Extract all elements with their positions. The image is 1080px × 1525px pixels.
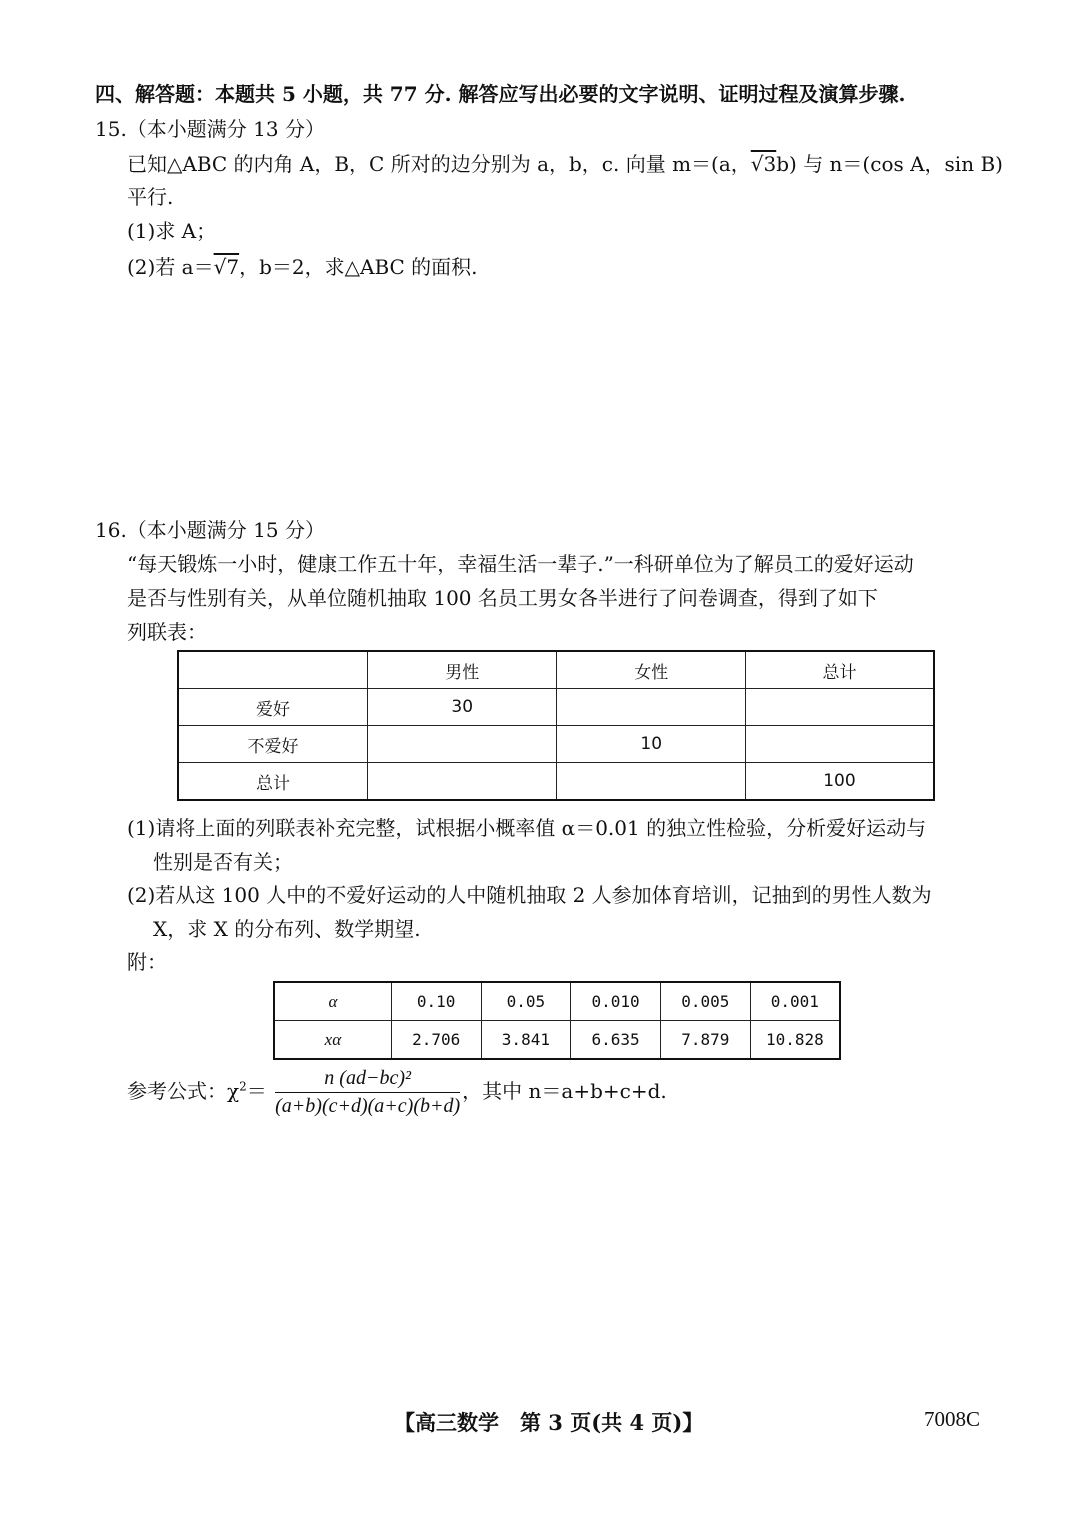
- table-cell: 女性: [557, 651, 745, 689]
- table-cell: [557, 763, 745, 801]
- table-cell: 10: [557, 726, 745, 763]
- table-row: [178, 763, 934, 801]
- page-footer: 【高三数学 第 3 页(共 4 页)】: [394, 1410, 704, 1435]
- appendix-label: 附：: [127, 950, 167, 974]
- table-row: [178, 689, 934, 726]
- exam-code: 7008C: [924, 1407, 981, 1431]
- table-cell: 0.005: [660, 982, 750, 1021]
- sqrt3-term: √3: [750, 152, 777, 176]
- formula-numerator: n (ad−bc)²: [275, 1067, 460, 1093]
- table-cell: 30: [367, 689, 556, 726]
- table-cell: 0.010: [571, 982, 661, 1021]
- formula-fraction: [275, 1067, 460, 1118]
- q16-part2-line1: (2)若从这 100 人中的不爱好运动的人中随机抽取 2 人参加体育培训，记抽到的男性人数为: [127, 883, 932, 907]
- table-cell: [557, 689, 745, 726]
- formula-suffix: ，其中 n＝a+b+c+d.: [462, 1079, 667, 1103]
- q15-part2-a: (2)若 a＝: [127, 255, 214, 279]
- chi-square-critical-table: [273, 981, 841, 1060]
- reference-formula: [127, 1067, 667, 1118]
- table-cell: [745, 689, 934, 726]
- formula-sup: 2: [239, 1079, 247, 1094]
- formula-denominator: (a+b)(c+d)(a+c)(b+d): [275, 1095, 461, 1117]
- q16-part1-line2: 性别是否有关；: [153, 850, 293, 874]
- table-row: [274, 982, 840, 1021]
- q16-title: 16.（本小题满分 15 分）: [95, 518, 325, 542]
- table-cell: 2.706: [391, 1021, 481, 1060]
- table-cell: 0.001: [750, 982, 840, 1021]
- formula-eq: ＝: [246, 1079, 267, 1103]
- q15-stem: [127, 150, 1003, 178]
- table-cell: 男性: [367, 651, 556, 689]
- q16-stem-line2: 是否与性别有关，从单位随机抽取 100 名员工男女各半进行了问卷调查，得到了如下: [127, 586, 878, 610]
- table-cell: 总计: [178, 763, 367, 801]
- table-cell: 总计: [745, 651, 934, 689]
- sqrt7-term: √7: [213, 255, 240, 279]
- q15-stem-part-b: b) 与 n＝(cos A，sin B): [776, 152, 1003, 176]
- formula-prefix: 参考公式：χ: [127, 1079, 240, 1103]
- table-cell: [367, 763, 556, 801]
- table-cell: 爱好: [178, 689, 367, 726]
- q16-part2-line2: X，求 X 的分布列、数学期望.: [153, 917, 421, 941]
- q15-part1: (1)求 A；: [127, 219, 217, 243]
- q15-stem-cont: 平行.: [127, 185, 174, 209]
- table-cell: 0.05: [481, 982, 571, 1021]
- q16-part1-line1: (1)请将上面的列联表补充完整，试根据小概率值 α＝0.01 的独立性检验，分析爱好运动与: [127, 816, 927, 840]
- section-heading: 四、解答题：本题共 5 小题，共 77 分. 解答应写出必要的文字说明、证明过程及演算步骤.: [95, 82, 906, 106]
- table-cell: 6.635: [571, 1021, 661, 1060]
- table-cell: 3.841: [481, 1021, 571, 1060]
- table-cell: 10.828: [750, 1021, 840, 1060]
- table-cell: 不爱好: [178, 726, 367, 763]
- q15-title: 15.（本小题满分 13 分）: [95, 117, 325, 141]
- table-cell: α: [274, 982, 391, 1021]
- q16-stem-line3: 列联表：: [127, 620, 207, 644]
- table-cell: 7.879: [660, 1021, 750, 1060]
- table-cell: [178, 651, 367, 689]
- table-cell: 100: [745, 763, 934, 801]
- q15-part2-b: ，b＝2，求△ABC 的面积.: [239, 255, 478, 279]
- table-cell: xα: [274, 1021, 391, 1060]
- table-row: [178, 726, 934, 763]
- contingency-table: [177, 650, 935, 801]
- q15-stem-part-a: 已知△ABC 的内角 A，B，C 所对的边分别为 a，b，c. 向量 m＝(a，: [127, 152, 751, 176]
- table-row: [274, 1021, 840, 1060]
- table-cell: [367, 726, 556, 763]
- table-header-row: [178, 651, 934, 689]
- table-cell: [745, 726, 934, 763]
- table-cell: 0.10: [391, 982, 481, 1021]
- q16-stem-line1: “每天锻炼一小时，健康工作五十年，幸福生活一辈子.”一科研单位为了解员工的爱好运动: [127, 552, 914, 576]
- q15-part2: [127, 253, 478, 281]
